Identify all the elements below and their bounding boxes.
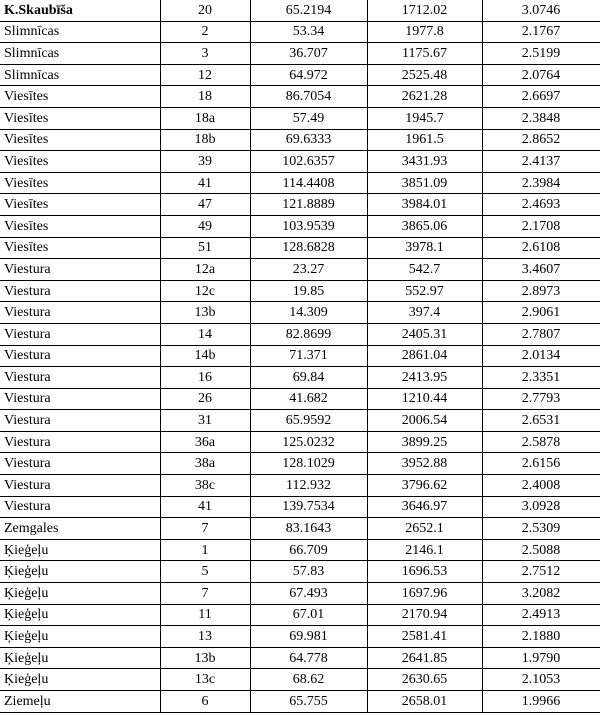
house-number-cell: 11 xyxy=(160,604,250,626)
street-cell: Ķieģeļu xyxy=(0,647,160,669)
table-row xyxy=(0,431,600,453)
table-row xyxy=(0,388,600,410)
table-row xyxy=(0,367,600,389)
value-2-cell: 1961.5 xyxy=(367,129,482,151)
value-3-cell: 2.5088 xyxy=(482,539,600,561)
value-1-cell: 68.62 xyxy=(250,669,367,691)
table-row xyxy=(0,172,600,194)
house-number-cell: 41 xyxy=(160,172,250,194)
value-3-cell: 2.6697 xyxy=(482,86,600,108)
value-1-cell: 57.49 xyxy=(250,107,367,129)
value-3-cell: 3.0746 xyxy=(482,0,600,21)
value-1-cell: 103.9539 xyxy=(250,215,367,237)
table-row xyxy=(0,453,600,475)
house-number-cell: 12c xyxy=(160,280,250,302)
street-cell: Viestura xyxy=(0,367,160,389)
table-row xyxy=(0,43,600,65)
value-2-cell: 2630.65 xyxy=(367,669,482,691)
street-cell: Viestura xyxy=(0,410,160,432)
table-row xyxy=(0,561,600,583)
value-2-cell: 552.97 xyxy=(367,280,482,302)
value-2-cell: 1977.8 xyxy=(367,21,482,43)
table-row xyxy=(0,475,600,497)
house-number-cell: 5 xyxy=(160,561,250,583)
street-cell: Viestura xyxy=(0,496,160,518)
value-2-cell: 3899.25 xyxy=(367,431,482,453)
value-3-cell: 3.2082 xyxy=(482,583,600,605)
street-cell: Ķieģeļu xyxy=(0,583,160,605)
street-cell: Viestura xyxy=(0,345,160,367)
value-3-cell: 2.7793 xyxy=(482,388,600,410)
table-row xyxy=(0,0,600,21)
house-number-cell: 49 xyxy=(160,215,250,237)
table-row xyxy=(0,626,600,648)
table-row xyxy=(0,410,600,432)
house-number-cell: 18a xyxy=(160,107,250,129)
value-2-cell: 1175.67 xyxy=(367,43,482,65)
value-3-cell: 2.0764 xyxy=(482,64,600,86)
value-1-cell: 67.493 xyxy=(250,583,367,605)
value-3-cell: 2.1767 xyxy=(482,21,600,43)
street-cell: Viestura xyxy=(0,431,160,453)
value-2-cell: 2652.1 xyxy=(367,518,482,540)
house-number-cell: 13c xyxy=(160,669,250,691)
street-cell: Viesītes xyxy=(0,107,160,129)
value-2-cell: 2658.01 xyxy=(367,691,482,713)
street-cell: Ķieģeļu xyxy=(0,669,160,691)
table-row xyxy=(0,647,600,669)
value-3-cell: 2.5309 xyxy=(482,518,600,540)
value-3-cell: 3.4607 xyxy=(482,259,600,281)
value-1-cell: 41.682 xyxy=(250,388,367,410)
value-1-cell: 102.6357 xyxy=(250,151,367,173)
house-number-cell: 18 xyxy=(160,86,250,108)
table-row xyxy=(0,107,600,129)
value-3-cell: 2.1053 xyxy=(482,669,600,691)
house-number-cell: 16 xyxy=(160,367,250,389)
value-1-cell: 112.932 xyxy=(250,475,367,497)
value-2-cell: 2581.41 xyxy=(367,626,482,648)
value-2-cell: 2170.94 xyxy=(367,604,482,626)
value-2-cell: 2525.48 xyxy=(367,64,482,86)
value-1-cell: 128.1029 xyxy=(250,453,367,475)
table-row xyxy=(0,151,600,173)
value-1-cell: 65.2194 xyxy=(250,0,367,21)
street-cell: Viestura xyxy=(0,475,160,497)
street-cell: Viesītes xyxy=(0,129,160,151)
house-number-cell: 14 xyxy=(160,323,250,345)
value-1-cell: 57.83 xyxy=(250,561,367,583)
table-row xyxy=(0,237,600,259)
value-1-cell: 86.7054 xyxy=(250,86,367,108)
value-3-cell: 2.8652 xyxy=(482,129,600,151)
value-1-cell: 71.371 xyxy=(250,345,367,367)
table-row xyxy=(0,583,600,605)
value-3-cell: 2.1880 xyxy=(482,626,600,648)
house-number-cell: 14b xyxy=(160,345,250,367)
value-1-cell: 64.972 xyxy=(250,64,367,86)
house-number-cell: 7 xyxy=(160,583,250,605)
value-2-cell: 2146.1 xyxy=(367,539,482,561)
value-3-cell: 2.4693 xyxy=(482,194,600,216)
street-cell: Slimnīcas xyxy=(0,21,160,43)
value-2-cell: 2006.54 xyxy=(367,410,482,432)
house-number-cell: 39 xyxy=(160,151,250,173)
value-3-cell: 2.3984 xyxy=(482,172,600,194)
value-2-cell: 3978.1 xyxy=(367,237,482,259)
value-2-cell: 3984.01 xyxy=(367,194,482,216)
value-1-cell: 67.01 xyxy=(250,604,367,626)
value-2-cell: 2621.28 xyxy=(367,86,482,108)
value-2-cell: 3865.06 xyxy=(367,215,482,237)
street-cell: Ķieģeļu xyxy=(0,626,160,648)
value-2-cell: 542.7 xyxy=(367,259,482,281)
table-row xyxy=(0,215,600,237)
value-1-cell: 23.27 xyxy=(250,259,367,281)
value-3-cell: 2.3848 xyxy=(482,107,600,129)
house-number-cell: 18b xyxy=(160,129,250,151)
value-1-cell: 36.707 xyxy=(250,43,367,65)
value-1-cell: 128.6828 xyxy=(250,237,367,259)
value-3-cell: 2.5199 xyxy=(482,43,600,65)
value-1-cell: 69.981 xyxy=(250,626,367,648)
table-row xyxy=(0,669,600,691)
table-row xyxy=(0,345,600,367)
value-2-cell: 1712.02 xyxy=(367,0,482,21)
street-cell: Viestura xyxy=(0,388,160,410)
table-row xyxy=(0,259,600,281)
value-3-cell: 2.6531 xyxy=(482,410,600,432)
house-number-cell: 47 xyxy=(160,194,250,216)
table-row xyxy=(0,194,600,216)
value-3-cell: 2.4913 xyxy=(482,604,600,626)
value-2-cell: 2413.95 xyxy=(367,367,482,389)
value-1-cell: 14.309 xyxy=(250,302,367,324)
table-row xyxy=(0,64,600,86)
table-row xyxy=(0,129,600,151)
house-number-cell: 38a xyxy=(160,453,250,475)
house-number-cell: 13b xyxy=(160,302,250,324)
street-cell: Viestura xyxy=(0,453,160,475)
house-number-cell: 36a xyxy=(160,431,250,453)
house-number-cell: 7 xyxy=(160,518,250,540)
value-3-cell: 1.9966 xyxy=(482,691,600,713)
house-number-cell: 26 xyxy=(160,388,250,410)
value-1-cell: 65.9592 xyxy=(250,410,367,432)
value-3-cell: 2.1708 xyxy=(482,215,600,237)
house-number-cell: 38c xyxy=(160,475,250,497)
value-3-cell: 2.3351 xyxy=(482,367,600,389)
street-cell: Viestura xyxy=(0,323,160,345)
street-cell: Ķieģeļu xyxy=(0,561,160,583)
house-number-cell: 20 xyxy=(160,0,250,21)
value-3-cell: 2.6156 xyxy=(482,453,600,475)
house-number-cell: 51 xyxy=(160,237,250,259)
value-3-cell: 2.8973 xyxy=(482,280,600,302)
value-1-cell: 66.709 xyxy=(250,539,367,561)
table-row xyxy=(0,604,600,626)
value-2-cell: 3851.09 xyxy=(367,172,482,194)
value-1-cell: 64.778 xyxy=(250,647,367,669)
house-number-cell: 1 xyxy=(160,539,250,561)
value-2-cell: 2405.31 xyxy=(367,323,482,345)
house-number-cell: 31 xyxy=(160,410,250,432)
table-row xyxy=(0,280,600,302)
table-row xyxy=(0,539,600,561)
street-cell: Viesītes xyxy=(0,194,160,216)
street-cell: Viesītes xyxy=(0,86,160,108)
house-number-cell: 3 xyxy=(160,43,250,65)
street-cell: Viesītes xyxy=(0,237,160,259)
house-number-cell: 13 xyxy=(160,626,250,648)
value-2-cell: 3431.93 xyxy=(367,151,482,173)
street-cell: Ķieģeļu xyxy=(0,539,160,561)
table-row xyxy=(0,496,600,518)
table-row xyxy=(0,302,600,324)
value-2-cell: 2861.04 xyxy=(367,345,482,367)
value-3-cell: 2.4008 xyxy=(482,475,600,497)
value-1-cell: 69.6333 xyxy=(250,129,367,151)
table-row xyxy=(0,21,600,43)
table-row xyxy=(0,323,600,345)
value-2-cell: 3952.88 xyxy=(367,453,482,475)
street-cell: Slimnīcas xyxy=(0,64,160,86)
street-cell: K.Skaubīša xyxy=(0,0,160,21)
street-cell: Ķieģeļu xyxy=(0,604,160,626)
value-1-cell: 83.1643 xyxy=(250,518,367,540)
value-2-cell: 397.4 xyxy=(367,302,482,324)
value-3-cell: 2.0134 xyxy=(482,345,600,367)
house-number-cell: 41 xyxy=(160,496,250,518)
street-cell: Viesītes xyxy=(0,215,160,237)
house-number-cell: 12 xyxy=(160,64,250,86)
value-1-cell: 114.4408 xyxy=(250,172,367,194)
value-1-cell: 125.0232 xyxy=(250,431,367,453)
street-cell: Viestura xyxy=(0,302,160,324)
street-cell: Viesītes xyxy=(0,172,160,194)
value-2-cell: 1696.53 xyxy=(367,561,482,583)
value-3-cell: 2.4137 xyxy=(482,151,600,173)
street-cell: Viestura xyxy=(0,280,160,302)
value-1-cell: 69.84 xyxy=(250,367,367,389)
house-number-cell: 2 xyxy=(160,21,250,43)
street-cell: Zemgales xyxy=(0,518,160,540)
value-3-cell: 2.9061 xyxy=(482,302,600,324)
value-1-cell: 53.34 xyxy=(250,21,367,43)
value-1-cell: 121.8889 xyxy=(250,194,367,216)
value-2-cell: 1697.96 xyxy=(367,583,482,605)
value-3-cell: 2.5878 xyxy=(482,431,600,453)
value-2-cell: 1210.44 xyxy=(367,388,482,410)
value-1-cell: 82.8699 xyxy=(250,323,367,345)
value-1-cell: 139.7534 xyxy=(250,496,367,518)
house-number-cell: 12a xyxy=(160,259,250,281)
value-3-cell: 3.0928 xyxy=(482,496,600,518)
value-1-cell: 19.85 xyxy=(250,280,367,302)
street-cell: Slimnīcas xyxy=(0,43,160,65)
value-2-cell: 3796.62 xyxy=(367,475,482,497)
value-3-cell: 1.9790 xyxy=(482,647,600,669)
house-number-cell: 6 xyxy=(160,691,250,713)
table-row xyxy=(0,691,600,713)
value-3-cell: 2.7807 xyxy=(482,323,600,345)
street-cell: Viesītes xyxy=(0,151,160,173)
value-3-cell: 2.6108 xyxy=(482,237,600,259)
value-3-cell: 2.7512 xyxy=(482,561,600,583)
value-2-cell: 1945.7 xyxy=(367,107,482,129)
table-row xyxy=(0,86,600,108)
street-cell: Ziemeļu xyxy=(0,691,160,713)
house-number-cell: 13b xyxy=(160,647,250,669)
table-row xyxy=(0,518,600,540)
value-1-cell: 65.755 xyxy=(250,691,367,713)
value-2-cell: 3646.97 xyxy=(367,496,482,518)
street-cell: Viestura xyxy=(0,259,160,281)
value-2-cell: 2641.85 xyxy=(367,647,482,669)
